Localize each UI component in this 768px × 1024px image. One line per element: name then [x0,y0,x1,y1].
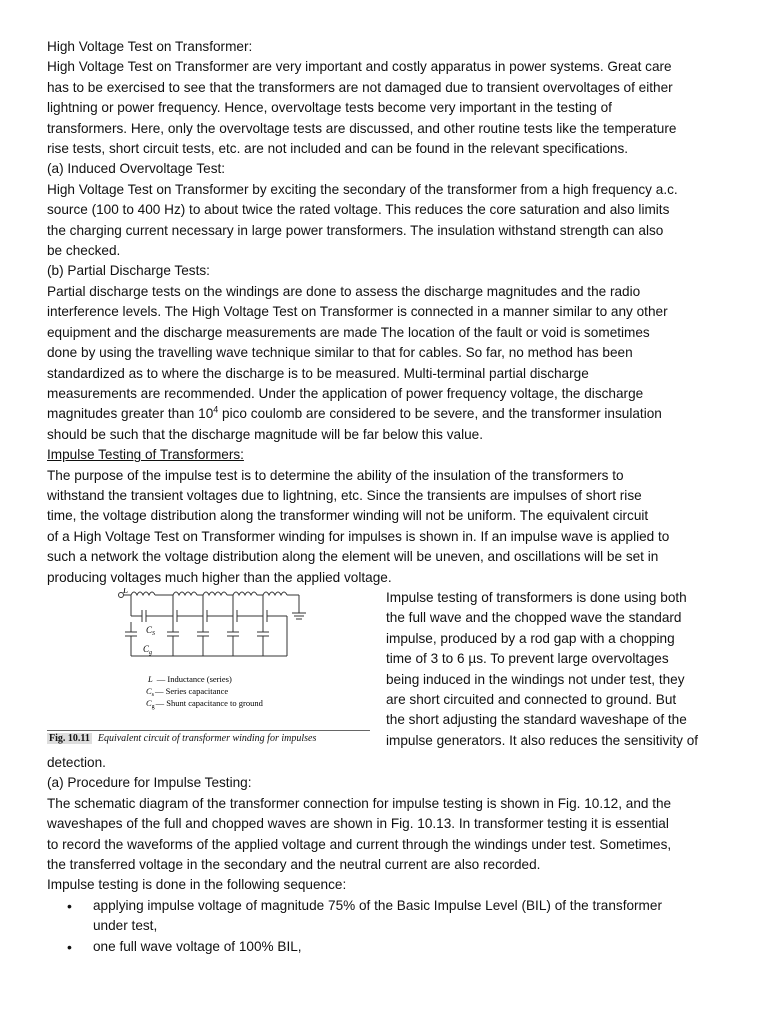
legend-item-series-cap: $C_s—$ Series capacitance [146,685,229,698]
text-line: such a network the voltage distribution along the element will be uneven, and oscillations will be set in [47,549,659,565]
text-line: lightning or power frequency. Hence, overvoltage tests become very important in the testing of [47,100,612,116]
impulse-heading: Impulse Testing of Transformers: [47,447,244,463]
text-line: standardized as to where the discharge is to be measured. Multi-terminal partial discharge [47,365,589,381]
text-line: being induced in the windings not under test, they [386,671,685,687]
procedure-paragraph [47,794,725,896]
bullet-icon: • [67,938,72,955]
figure-caption-text: Equivalent circuit of transformer winding for impulses [97,732,317,744]
text-line: withstand the transient voltages due to lightning, etc. Since the transients are impulses of short rise [47,487,642,503]
intro-paragraph [47,57,725,159]
series-cap-label: $C_S$ [146,624,156,637]
text-line: impulse generators. It also reduces the sensitivity of [386,732,699,748]
text-line: to record the waveforms of the applied voltage and current through the windings under test. Sometimes, [47,836,672,852]
section-b-paragraph [47,282,725,404]
legend-item-shunt-cap: $C_g—$ Shunt capacitance to ground [146,697,263,710]
text-line: the full wave and the chopped wave the standard [386,610,682,626]
procedure-heading: (a) Procedure for Impulse Testing: [47,775,252,791]
legend-item-inductance: L — Inductance (series) [148,673,232,684]
list-item-text: under test, [93,918,158,934]
text-line: the short adjusting the standard waveshape of the [386,712,687,728]
text-line: producing voltages much higher than the applied voltage. [47,569,392,585]
text-line: of a High Voltage Test on Transformer winding for impulses is shown in. If an impulse wave is applied to [47,528,670,544]
exponent: 4 [213,404,219,415]
equivalent-circuit-figure [47,588,377,748]
text-line: Impulse testing of transformers is done using both [386,589,687,605]
text-line: Partial discharge tests on the windings are done to assess the discharge magnitudes and the radio [47,283,641,299]
text-line: has to be exercised to see that the transformers are not damaged due to transient overvoltages of either [47,79,673,95]
circuit-legend [146,674,264,710]
inductance-label: L [123,587,129,595]
text-line: The schematic diagram of the transformer connection for impulse testing is shown in Fig. 10.12, and the [47,795,672,811]
text-line: the charging current necessary in large power transformers. The insulation withstand strength can also [47,222,664,238]
shunt-cap-label: $C_g$ [143,643,153,656]
section-b-last-line: should be such that the discharge magnitude will be far below this value. [47,426,484,442]
text-line: source (100 to 400 Hz) to about twice the rated voltage. This reduces the core saturation and also limits [47,202,670,218]
impulse-side-paragraph [386,588,731,751]
text-line: the transferred voltage in the secondary and the neutral current are also recorded. [47,857,541,872]
text-line: be checked. [47,243,121,259]
document-page [47,37,725,957]
section-a-heading: (a) Induced Overvoltage Test: [47,161,226,177]
list-item [47,937,725,957]
text-span: magnitudes greater than 10 [47,406,214,422]
section-a-paragraph [47,180,725,262]
figure-number: Fig. 10.11 [49,732,90,744]
text-line: The purpose of the impulse test is to determine the ability of the insulation of the transformers to [47,467,624,483]
sequence-list [47,896,725,957]
list-item-text: one full wave voltage of 100% BIL, [93,938,302,954]
text-line: waveshapes of the full and chopped waves are shown in Fig. 10.13. In transformer testing it is essential [47,816,669,832]
list-item-text: applying impulse voltage of magnitude 75% of the Basic Impulse Level (BIL) of the transformer [93,897,662,913]
bullet-icon: • [67,897,72,914]
impulse-paragraph [47,466,725,588]
text-line: measurements are recommended. Under the application of power frequency voltage, the discharge [47,385,644,401]
section-b-heading: (b) Partial Discharge Tests: [47,263,210,279]
figure-row [47,588,725,753]
text-line: time of 3 to 6 µs. To prevent large overvoltages [386,651,669,667]
text-line: Impulse testing is done in the following sequence: [47,877,347,893]
text-line: impulse, produced by a rod gap with a chopping [386,630,675,646]
list-item [47,896,725,937]
text-line: interference levels. The High Voltage Test on Transformer is connected in a manner similar to any other [47,304,668,320]
text-line: transformers. Here, only the overvoltage tests are discussed, and other routine tests like the temperature [47,120,677,136]
figure-caption [47,730,370,746]
text-line: done by using the travelling wave technique similar to that for cables. So far, no method has been [47,345,633,361]
text-line: equipment and the discharge measurements are made The location of the fault or void is sometimes [47,324,650,340]
document-title: High Voltage Test on Transformer: [47,39,253,54]
text-line: High Voltage Test on Transformer are very important and costly apparatus in power systems. Great care [47,59,672,75]
text-line: rise tests, short circuit tests, etc. are not included and can be found in the relevant specifications. [47,141,629,157]
text-line: are short circuited and connected to ground. But [386,692,677,707]
text-span: pico coulomb are considered to be severe, and the transformer insulation [218,406,662,422]
circuit-diagram [47,588,377,730]
section-b-superscript-line [47,404,725,424]
text-line: time, the voltage distribution along the transformer winding will not be uniform. The equivalent circuit [47,508,649,524]
text-line: High Voltage Test on Transformer by exciting the secondary of the transformer from a high frequency a.c. [47,181,678,197]
detection-line: detection. [47,754,106,770]
